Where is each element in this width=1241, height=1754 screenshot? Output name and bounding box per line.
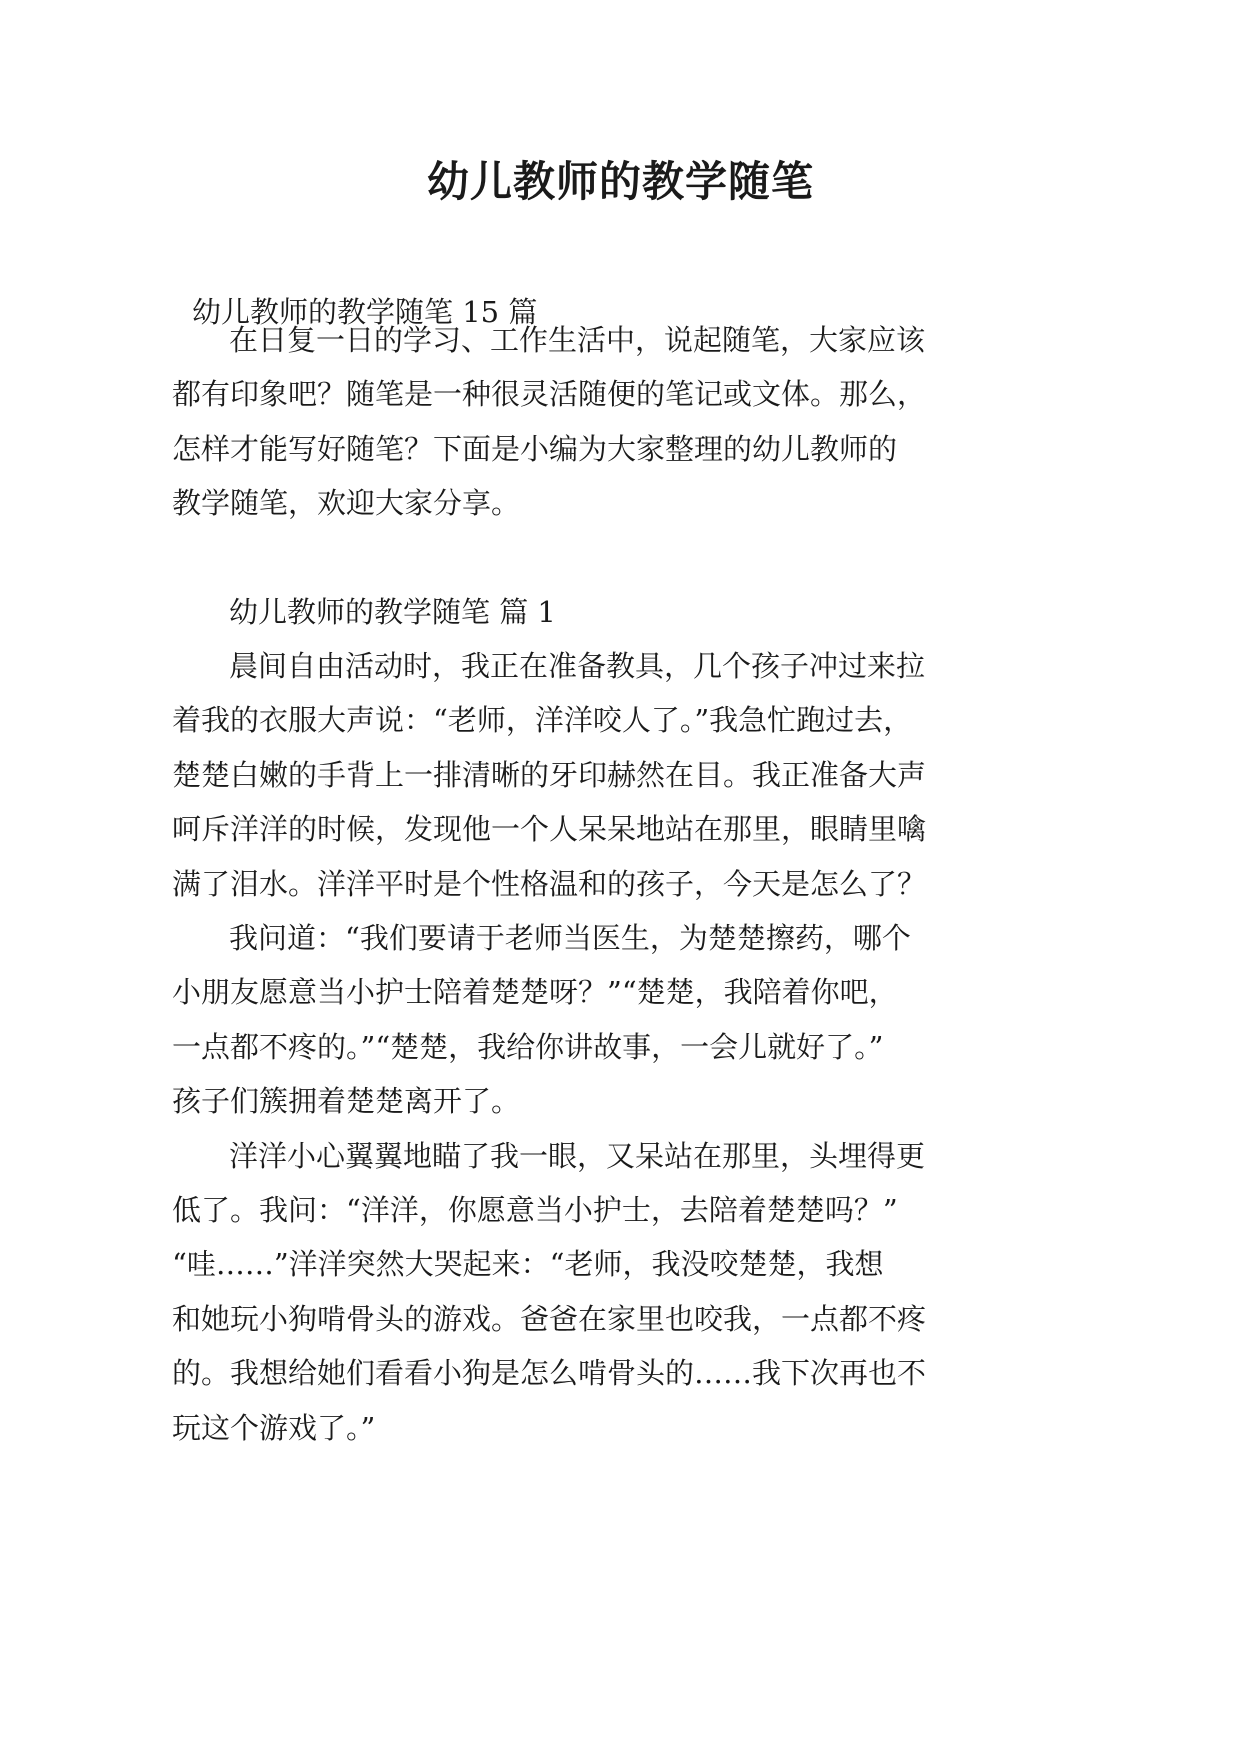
body-line: 着我的衣服大声说：“老师，洋洋咬人了。”我急忙跑过去， bbox=[172, 703, 913, 738]
body-line: 的。我想给她们看看小狗是怎么啃骨头的……我下次再也不 bbox=[172, 1356, 927, 1391]
body-line: 晨间自由活动时，我正在准备教具，几个孩子冲过来拉 bbox=[229, 649, 926, 683]
body-line: 幼儿教师的教学随笔 篇 1 bbox=[229, 594, 556, 629]
document-title: 幼儿教师的教学随笔 bbox=[426, 157, 814, 206]
body-line: 在日复一日的学习、工作生活中，说起随笔，大家应该 bbox=[229, 323, 926, 357]
body-line: 楚楚白嫩的手背上一排清晰的牙印赫然在目。我正准备大声 bbox=[172, 757, 927, 792]
body-line: 我问道：“我们要请于老师当医生，为楚楚擦药，哪个 bbox=[229, 921, 911, 955]
body-line: 洋洋小心翼翼地瞄了我一眼，又呆站在那里，头埋得更 bbox=[229, 1138, 926, 1173]
body-line: 呵斥洋洋的时候，发现他一个人呆呆地站在那里，眼睛里噙 bbox=[172, 812, 927, 847]
body-line: 小朋友愿意当小护士陪着楚楚呀？”“楚楚，我陪着你吧， bbox=[172, 975, 898, 1010]
body-line: “哇……”洋洋突然大哭起来：“老师，我没咬楚楚，我想 bbox=[172, 1247, 884, 1282]
body-line: 满了泪水。洋洋平时是个性格温和的孩子，今天是怎么了？ bbox=[172, 866, 927, 901]
body-line: 教学随笔，欢迎大家分享。 bbox=[172, 486, 521, 521]
body-line: 孩子们簇拥着楚楚离开了。 bbox=[172, 1084, 521, 1119]
body-line: 玩这个游戏了。” bbox=[172, 1410, 376, 1445]
body-line: 低了。我问：“洋洋，你愿意当小护士，去陪着楚楚吗？” bbox=[172, 1193, 898, 1227]
body-line: 一点都不疼的。”“楚楚，我给你讲故事，一会儿就好了。” bbox=[172, 1029, 884, 1064]
document-subtitle: 幼儿教师的教学随笔 15 篇 bbox=[192, 295, 538, 329]
body-line: 都有印象吧？随笔是一种很灵活随便的笔记或文体。那么， bbox=[172, 377, 927, 412]
body-line: 怎样才能写好随笔？下面是小编为大家整理的幼儿教师的 bbox=[172, 431, 898, 466]
body-line: 和她玩小狗啃骨头的游戏。爸爸在家里也咬我，一点都不疼 bbox=[172, 1301, 927, 1336]
